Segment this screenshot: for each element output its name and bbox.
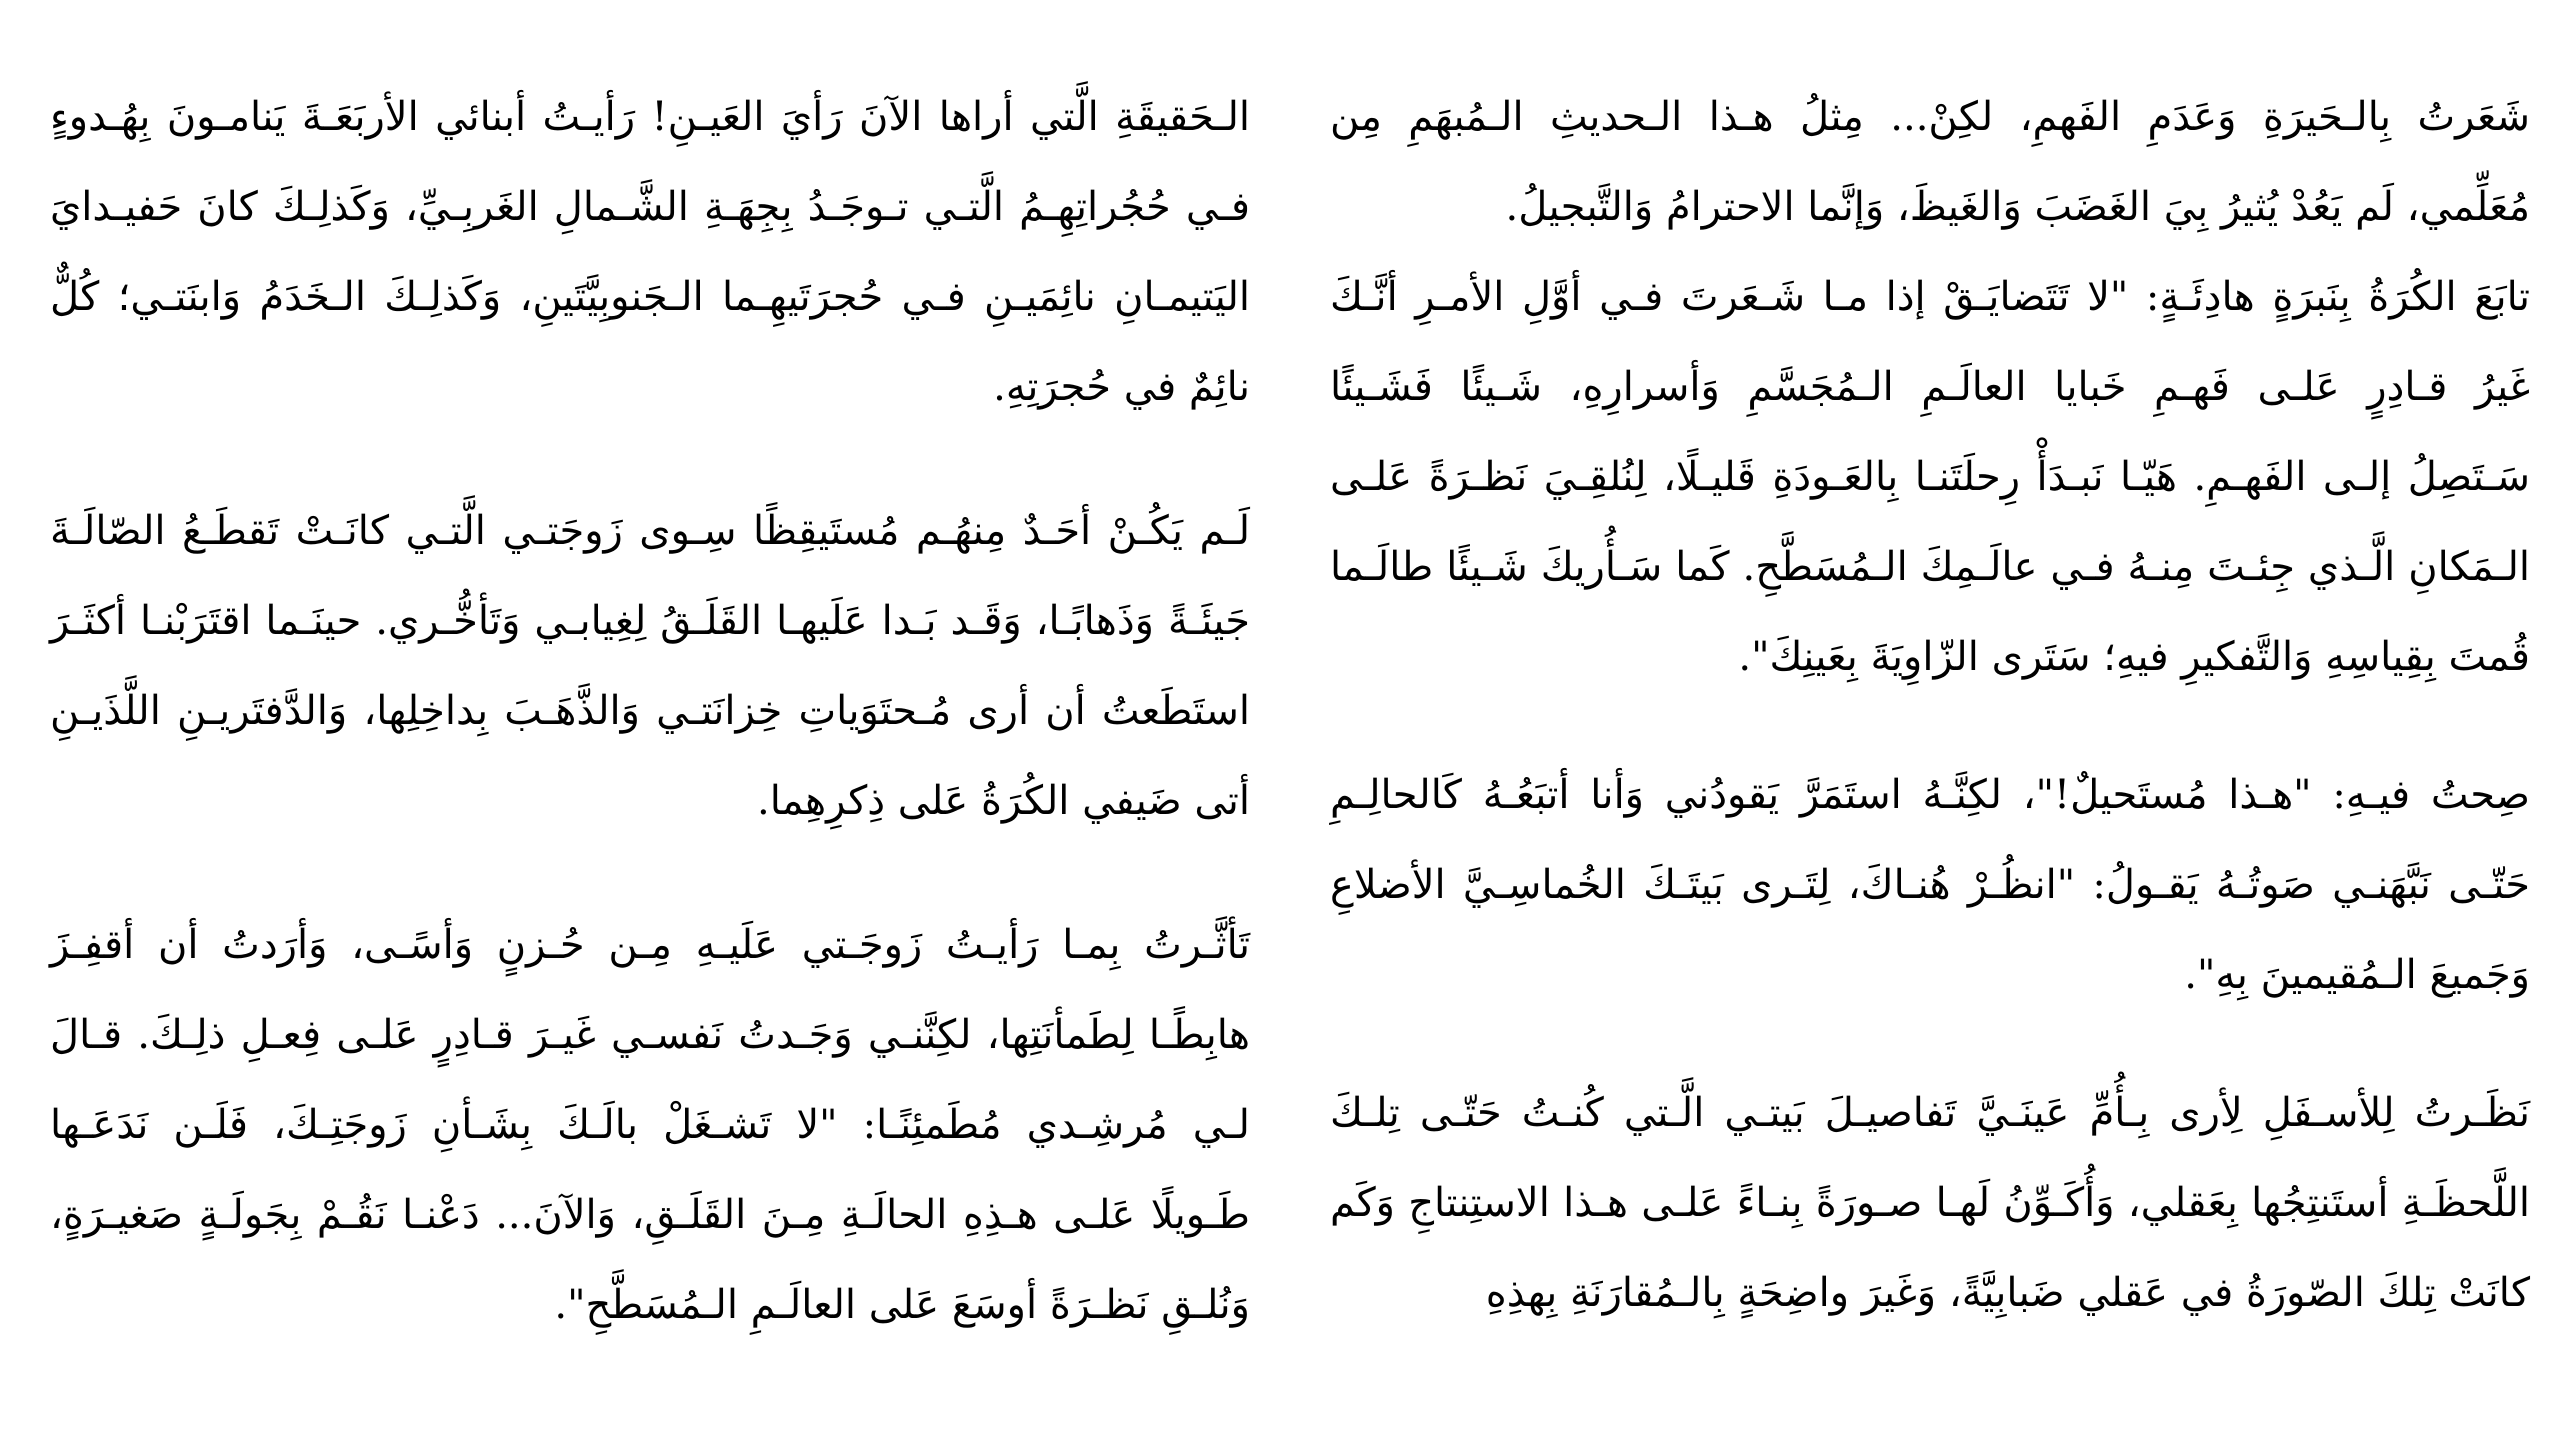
left-paragraph-1: الـحَقيقَةِ الَّتي أراها الآنَ رَأيَ العَيـنِ! رَأيـتُ أبنائي الأربَعَـةَ يَنامـونَ بِهُـدوءٍ فـي حُجُراتِهِـمُ الَّتـي تـوجَـدُ بِجِهَـةِ الشَّـمالِ الغَربِـيِّ، وَكَذلِـكَ كانَ حَفيـدايَ اليَتيمـانِ نائِمَيـنِ فـي حُجرَتَيهِـما الـجَنوبِيَّتَينِ، وَكَذلِـكَ الـخَدَمُ وَابنَتـي؛ كُلٌّ نائِمٌ في حُجرَتِهِ. — [50, 94, 1250, 410]
right-paragraph-3: صِحتُ فيـهِ: "هـذا مُستَحيلٌ!"، لكِنَّـهُ استَمَرَّ يَقودُني وَأنا أتبَعُـهُ كَالحالِـمِ حَتّـى نَبَّهَنـي صَوتُـهُ يَقـولُ: "انظُـرْ هُنـاكَ، لِتَـرى بَيتَـكَ الخُماسِـيَّ الأضلاعِ وَجَميعَ الـمُقيمينَ بِهِ". — [1330, 772, 2530, 998]
right-paragraph-4: نَظَـرتُ لِلأسـفَلِ لِأرى بِـأُمِّ عَينَـيَّ تَفاصيـلَ بَيتـي الَّـتي كُنـتُ حَتّـى تِلـكَ اللَّحظَـةِ أستَنتِجُها بِعَقلي، وَأُكَـوِّنُ لَهـا صـورَةً بِنـاءً عَلـى هـذا الاستِنتاجِ وَكَم كانَتْ تِلكَ الصّورَةُ في عَقلي ضَبابِيَّةً، وَغَيرَ واضِحَةٍ بِالـمُقارَنَةِ بِهذِهِ — [1330, 1090, 2530, 1316]
left-paragraph-3: تَأثَّـرتُ بِمـا رَأيـتُ زَوجَـتي عَلَيـهِ مِـن حُـزنٍ وَأسًـى، وَأرَدتُ أن أقفِـزَ هابِطًـا لِطَمأنَتِها، لكِنَّنـي وَجَـدتُ نَفسـي غَيـرَ قـادِرٍ عَلـى فِعـلِ ذلِـكَ. قـالَ لـي مُرشِـدي مُطَمئِنًـا: "لا تَشـغَلْ بالَـكَ بِشَـأنِ زَوجَتِـكَ، فَلَـن نَدَعَـها طَـويلًا عَلـى هـذِهِ الحالَـةِ مِـنَ القَلَـقِ، وَالآنَ... دَعْنـا نَقُـمْ بِجَولَـةٍ صَغيـرَةٍ، وَنُلـقِ نَظـرَةً أوسَعَ عَلى العالَـمِ الـمُسَطَّحِ". — [50, 922, 1250, 1328]
right-page — [1330, 72, 2530, 1338]
left-page — [50, 72, 1250, 1350]
right-paragraph-2: تابَعَ الكُرَةُ بِنَبرَةٍ هادِئَـةٍ: "لا تَتَضايَـقْ إذا مـا شَـعَرتَ فـي أوَّلِ الأمـرِ أنَّـكَ غَيرُ قـادِرٍ عَلـى فَهـمِ خَبايا العالَـمِ الـمُجَسَّمِ وَأسرارِهِ، شَـيئًا فَشَـيئًا سَـتَصِلُ إلـى الفَهـمِ. هَيّـا نَبـدَأْ رِحلَتَنـا بِالعَـودَةِ قَليـلًا، لِنُلقِـيَ نَظـرَةً عَلـى الـمَكانِ الَّـذي جِئـتَ مِنـهُ فـي عالَـمِكَ الـمُسَطَّحِ. كَما سَـأُريكَ شَـيئًا طالَـما قُمتَ بِقِياسِهِ وَالتَّفكيرِ فيهِ؛ سَتَرى الزّاوِيَةَ بِعَينِكَ". — [1330, 274, 2530, 680]
paragraph-gap — [1330, 702, 2530, 750]
right-paragraph-1: شَعَرتُ بِالـحَيرَةِ وَعَدَمِ الفَهمِ، لكِنْ... مِثلُ هـذا الـحديثِ الـمُبهَمِ مِن مُعَلِّمي، لَم يَعُدْ يُثيرُ بِيَ الغَضَبَ وَالغَيظَ، وَإنَّما الاحترامُ وَالتَّبجيلُ. — [1330, 94, 2530, 230]
paragraph-gap — [50, 846, 1250, 900]
paragraph-gap — [50, 432, 1250, 486]
left-paragraph-2: لَـم يَكُـنْ أحَـدٌ مِنهُـم مُستَيقِظًا سِـوى زَوجَتـي الَّتـي كانَـتْ تَقطَـعُ الصّالَـةَ جَيئَـةً وَذَهابًـا، وَقَـد بَـدا عَلَيهـا القَلَـقُ لِغِيابـي وَتَأخُّـري. حينَـما اقتَرَبْنـا أكثَـرَ استَطَعتُ أن أرى مُـحتَوَياتِ خِزانَتـي وَالذَّهَـبَ بِداخِلِها، وَالدَّفتَريـنِ اللَّذَيـنِ أتى ضَيفي الكُرَةُ عَلى ذِكرِهِما. — [50, 508, 1250, 824]
paragraph-gap — [1330, 1020, 2530, 1068]
